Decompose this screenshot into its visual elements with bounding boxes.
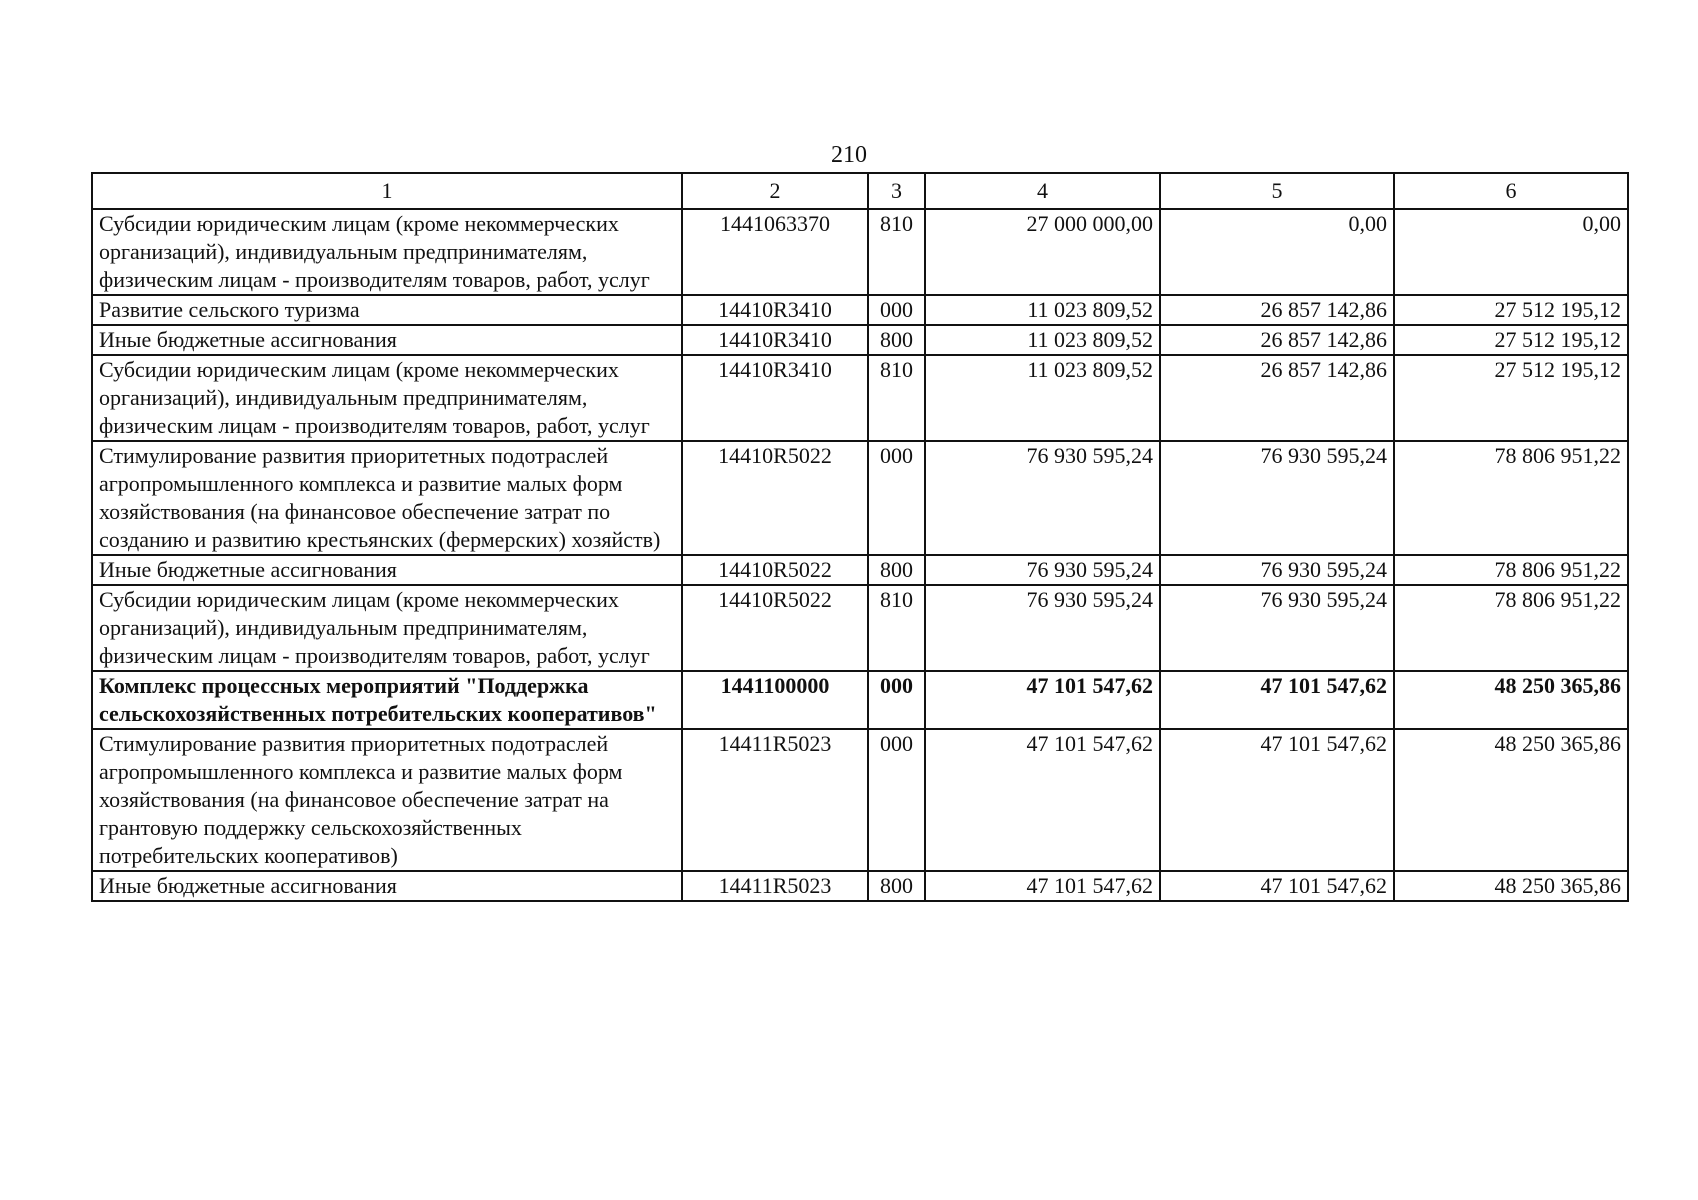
cell-expense-type: 810: [868, 209, 925, 295]
cell-code: 1441100000: [682, 671, 868, 729]
cell-name: Иные бюджетные ассигнования: [92, 325, 682, 355]
cell-amount-col-5: 47 101 547,62: [1160, 671, 1394, 729]
cell-amount-col-4: 27 000 000,00: [925, 209, 1160, 295]
cell-amount-col-4: 76 930 595,24: [925, 441, 1160, 555]
header-col-2: 2: [682, 173, 868, 209]
budget-table: [91, 172, 1629, 902]
cell-amount-col-6: 48 250 365,86: [1394, 671, 1628, 729]
cell-amount-col-4: 11 023 809,52: [925, 295, 1160, 325]
table-row: [92, 585, 1628, 671]
table-row: [92, 209, 1628, 295]
cell-amount-col-6: 48 250 365,86: [1394, 871, 1628, 901]
cell-amount-col-4: 76 930 595,24: [925, 555, 1160, 585]
table-header: [92, 173, 1628, 209]
cell-amount-col-5: 0,00: [1160, 209, 1394, 295]
cell-expense-type: 800: [868, 555, 925, 585]
table-row: [92, 325, 1628, 355]
cell-code: 14410R3410: [682, 355, 868, 441]
cell-name: Стимулирование развития приоритетных подотраслей агропромышленного комплекса и развитие малых форм хозяйствования (на финансовое обеспечение затрат по созданию и развитию крестьянских (фермерских) хозяйств): [92, 441, 682, 555]
cell-name: Развитие сельского туризма: [92, 295, 682, 325]
header-col-1: 1: [92, 173, 682, 209]
cell-amount-col-5: 47 101 547,62: [1160, 871, 1394, 901]
cell-amount-col-5: 76 930 595,24: [1160, 585, 1394, 671]
cell-name: Субсидии юридическим лицам (кроме некоммерческих организаций), индивидуальным предпринимателям, физическим лицам - производителям товаров, работ, услуг: [92, 209, 682, 295]
header-col-3: 3: [868, 173, 925, 209]
cell-amount-col-4: 47 101 547,62: [925, 729, 1160, 871]
cell-amount-col-5: 47 101 547,62: [1160, 729, 1394, 871]
table-row: [92, 555, 1628, 585]
header-col-5: 5: [1160, 173, 1394, 209]
cell-expense-type: 800: [868, 871, 925, 901]
cell-amount-col-6: 27 512 195,12: [1394, 295, 1628, 325]
cell-amount-col-4: 47 101 547,62: [925, 671, 1160, 729]
cell-code: 14410R3410: [682, 295, 868, 325]
cell-name: Стимулирование развития приоритетных подотраслей агропромышленного комплекса и развитие малых форм хозяйствования (на финансовое обеспечение затрат на грантовую поддержку сельскохозяйственных потребительских кооперативов): [92, 729, 682, 871]
cell-name: Комплекс процессных мероприятий "Поддержка сельскохозяйственных потребительских кооперативов": [92, 671, 682, 729]
cell-amount-col-4: 76 930 595,24: [925, 585, 1160, 671]
cell-code: 14410R5022: [682, 555, 868, 585]
cell-expense-type: 000: [868, 441, 925, 555]
cell-amount-col-4: 47 101 547,62: [925, 871, 1160, 901]
cell-amount-col-6: 48 250 365,86: [1394, 729, 1628, 871]
header-row: [92, 173, 1628, 209]
table-row: [92, 441, 1628, 555]
header-col-4: 4: [925, 173, 1160, 209]
cell-expense-type: 800: [868, 325, 925, 355]
cell-expense-type: 810: [868, 585, 925, 671]
cell-name: Субсидии юридическим лицам (кроме некоммерческих организаций), индивидуальным предпринимателям, физическим лицам - производителям товаров, работ, услуг: [92, 585, 682, 671]
cell-amount-col-5: 26 857 142,86: [1160, 355, 1394, 441]
cell-amount-col-4: 11 023 809,52: [925, 355, 1160, 441]
cell-expense-type: 000: [868, 729, 925, 871]
cell-amount-col-6: 78 806 951,22: [1394, 585, 1628, 671]
table-row: [92, 355, 1628, 441]
cell-expense-type: 000: [868, 671, 925, 729]
cell-code: 14410R3410: [682, 325, 868, 355]
cell-amount-col-5: 76 930 595,24: [1160, 555, 1394, 585]
cell-amount-col-4: 11 023 809,52: [925, 325, 1160, 355]
table-row: [92, 671, 1628, 729]
table-row: [92, 295, 1628, 325]
cell-expense-type: 000: [868, 295, 925, 325]
cell-code: 1441063370: [682, 209, 868, 295]
cell-amount-col-6: 27 512 195,12: [1394, 325, 1628, 355]
cell-code: 14411R5023: [682, 871, 868, 901]
table-row: [92, 729, 1628, 871]
header-col-6: 6: [1394, 173, 1628, 209]
cell-name: Субсидии юридическим лицам (кроме некоммерческих организаций), индивидуальным предпринимателям, физическим лицам - производителям товаров, работ, услуг: [92, 355, 682, 441]
cell-amount-col-5: 76 930 595,24: [1160, 441, 1394, 555]
cell-amount-col-6: 78 806 951,22: [1394, 555, 1628, 585]
cell-name: Иные бюджетные ассигнования: [92, 871, 682, 901]
cell-expense-type: 810: [868, 355, 925, 441]
cell-amount-col-5: 26 857 142,86: [1160, 295, 1394, 325]
table-body: [92, 209, 1628, 901]
cell-code: 14410R5022: [682, 585, 868, 671]
cell-amount-col-6: 27 512 195,12: [1394, 355, 1628, 441]
cell-amount-col-6: 0,00: [1394, 209, 1628, 295]
page-number: 210: [831, 142, 867, 168]
cell-code: 14411R5023: [682, 729, 868, 871]
table-row: [92, 871, 1628, 901]
cell-code: 14410R5022: [682, 441, 868, 555]
cell-name: Иные бюджетные ассигнования: [92, 555, 682, 585]
cell-amount-col-5: 26 857 142,86: [1160, 325, 1394, 355]
cell-amount-col-6: 78 806 951,22: [1394, 441, 1628, 555]
